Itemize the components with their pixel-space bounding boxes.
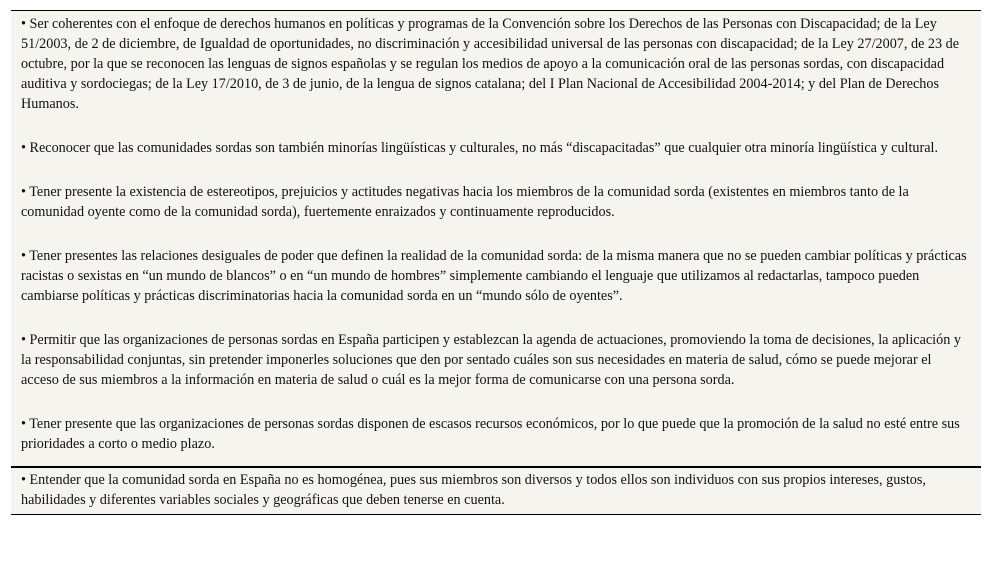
list-item-stereotypes: • Tener presente la existencia de estereotipos, prejuicios y actitudes negativas hacia los miembros de la comunidad sorda (existentes en miembros tanto de la comunidad oyente como de la comunidad sorda), fuertemente enraizados y continuamente reproducidos. bbox=[21, 184, 909, 220]
list-item-power-relations: • Tener presentes las relaciones desiguales de poder que definen la realidad de la comunidad sorda: de la misma manera que no se pueden cambiar políticas y prácticas racistas o sexistas en “un mundo de blancos” o en “un mundo de hombres” simplemente cambiando el lenguaje que utilizamos al redactarlas, tampoco pueden cambiarse políticas y prácticas discriminatorias hacia la comunidad sorda en un “mundo sólo de oyentes”. bbox=[21, 248, 967, 304]
list-item-economic-resources: • Tener presente que las organizaciones de personas sordas disponen de escasos recursos económicos, por lo que puede que la promoción de la salud no esté entre sus prioridades a corto o medio plazo. bbox=[21, 416, 960, 452]
recommendations-table bbox=[11, 10, 981, 515]
list-item-diversity: • Entender que la comunidad sorda en España no es homogénea, pues sus miembros son diversos y todos ellos son individuos con sus propios intereses, gustos, habilidades y diferentes variables sociales y geográficas que deben tenerse en cuenta. bbox=[21, 472, 926, 508]
list-item-participation: • Permitir que las organizaciones de personas sordas en España participen y establezcan la agenda de actuaciones, promoviendo la toma de decisiones, la aplicación y la responsabilidad conjuntas, sin pretender imponerles soluciones que den por sentado cuáles son sus necesidades en materia de salud, cómo se puede mejorar el acceso de sus miembros a la información en materia de salud o cuál es la mejor forma de comunicarse con una persona sorda. bbox=[21, 332, 961, 388]
list-item-human-rights: • Ser coherentes con el enfoque de derechos humanos en políticas y programas de la Convención sobre los Derechos de las Personas con Discapacidad; de la Ley 51/2003, de 2 de diciembre, de Igualdad de oportunidades, no discriminación y accesibilidad universal de las personas con discapacidad; de la Ley 27/2007, de 23 de octubre, por la que se reconocen las lenguas de signos españolas y se regulan los medios de apoyo a la comunicación oral de las personas sordas, con discapacidad auditiva y sordociegas; de la Ley 17/2010, de 3 de junio, de la lengua de signos catalana; del I Plan Nacional de Accesibilidad 2004-2014; y del Plan de Derechos Humanos. bbox=[21, 16, 960, 112]
table-cell-main bbox=[11, 11, 981, 466]
table-cell-last bbox=[11, 466, 981, 514]
list-item-linguistic-minorities: • Reconocer que las comunidades sordas son también minorías lingüísticas y culturales, no más “discapacitadas” que cualquier otra minoría lingüística y cultural. bbox=[21, 140, 939, 156]
